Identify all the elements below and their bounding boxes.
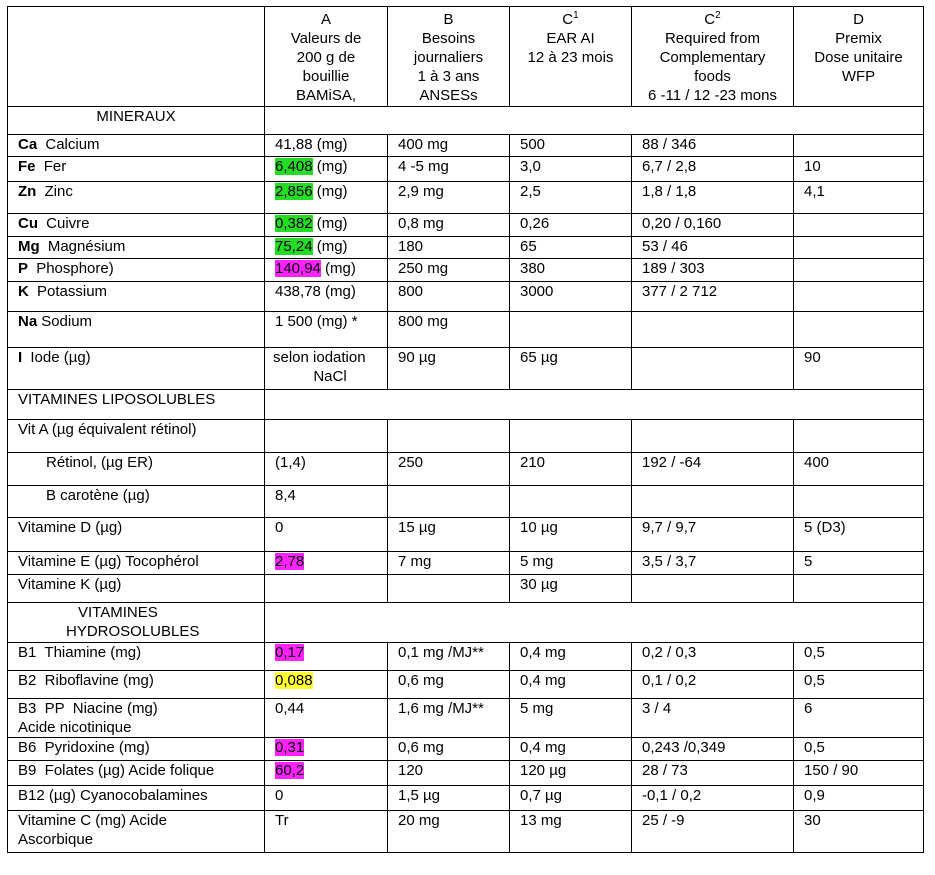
header-letter: $C^2$: [704, 10, 721, 28]
row-label: B carotène (µg): [8, 486, 265, 518]
cell-c1: 3000: [510, 282, 632, 312]
cell-b: 7 mg: [388, 552, 510, 575]
cell-b: 0,6 mg: [388, 671, 510, 699]
table-row-cu: [8, 214, 924, 237]
cell-a: [265, 182, 388, 214]
cell-a: 0: [265, 518, 388, 552]
element-symbol: Cu: [18, 215, 38, 232]
cell-a: [265, 214, 388, 237]
cell-c2: [632, 575, 794, 603]
cell-c1: 65: [510, 237, 632, 259]
row-label-line: B3 PP Niacine (mg): [18, 700, 158, 717]
table-row-vitc: [8, 811, 924, 853]
header-line: bouillie: [302, 68, 350, 85]
cell-a: 8,4: [265, 486, 388, 518]
cell-c2: 9,7 / 9,7: [632, 518, 794, 552]
cell-d: 4,1: [794, 182, 924, 214]
cell-c2: 28 / 73: [632, 761, 794, 786]
cell-d: [794, 420, 924, 453]
cell-d: 0,5: [794, 643, 924, 671]
cell-c1: 0,4 mg: [510, 671, 632, 699]
cell-d: 6: [794, 699, 924, 738]
row-label: B6 Pyridoxine (mg): [8, 738, 265, 761]
cell-line: selon iodation: [273, 349, 366, 366]
table-row-zn: [8, 182, 924, 214]
row-label: B2 Riboflavine (mg): [8, 671, 265, 699]
cell-c1: 3,0: [510, 157, 632, 182]
row-label-line: Vitamine C (mg) Acide: [18, 812, 167, 829]
cell-c2: 0,1 / 0,2: [632, 671, 794, 699]
cell-d: 0,9: [794, 786, 924, 811]
unit: (mg): [312, 215, 348, 232]
highlighted-value: 0,31: [275, 739, 305, 756]
cell-a: [265, 157, 388, 182]
unit: (mg): [320, 260, 356, 277]
cell-c2: -0,1 / 0,2: [632, 786, 794, 811]
cell-b: 20 mg: [388, 811, 510, 853]
table-row-bcarotene: [8, 486, 924, 518]
row-label-line: Acide nicotinique: [18, 719, 132, 736]
cell-b: 120: [388, 761, 510, 786]
cell-a: 41,88 (mg): [265, 135, 388, 157]
highlighted-value: 60,2: [275, 762, 305, 779]
header-line: 200 g de: [296, 49, 356, 66]
header-letter: $C^1$: [562, 10, 579, 28]
highlighted-value: 0,382: [275, 215, 313, 232]
cell-d: 5 (D3): [794, 518, 924, 552]
cell-d: [794, 135, 924, 157]
cell-d: 5: [794, 552, 924, 575]
table-row-i: [8, 348, 924, 390]
row-label: [8, 348, 265, 390]
row-label: B9 Folates (µg) Acide folique: [8, 761, 265, 786]
element-symbol: Mg: [18, 238, 40, 255]
row-label: Vit A (µg équivalent rétinol): [8, 420, 265, 453]
cell-a: [265, 575, 388, 603]
row-label: [8, 259, 265, 282]
header-line: BAMiSA,: [295, 87, 356, 104]
table-row-vite: [8, 552, 924, 575]
header-letter: D: [853, 11, 864, 28]
row-label: [8, 237, 265, 259]
header-line: foods: [694, 68, 731, 85]
cell-a: Tr: [265, 811, 388, 853]
table-row-b9: [8, 761, 924, 786]
header-line: Complementary: [659, 49, 766, 66]
cell-d: 90: [794, 348, 924, 390]
section-title: MINERAUX: [8, 107, 265, 135]
row-label: Vitamine E (µg) Tocophérol: [8, 552, 265, 575]
cell-c1: 65 µg: [510, 348, 632, 390]
cell-c2: 192 / -64: [632, 453, 794, 486]
section-title: VITAMINES LIPOSOLUBLES: [8, 390, 265, 420]
section-title-line: VITAMINES: [78, 604, 158, 621]
element-symbol: P: [18, 260, 29, 277]
highlighted-value: 2,78: [275, 553, 305, 570]
header-line: ANSESs: [419, 87, 478, 104]
cell-c2: [632, 486, 794, 518]
cell-c1: 5 mg: [510, 699, 632, 738]
cell-a: [265, 259, 388, 282]
element-name: Magnésium: [47, 238, 126, 255]
table-row-b3: [8, 699, 924, 738]
cell-line: NaCl: [313, 368, 347, 385]
row-label: [8, 811, 265, 853]
cell-c1: 0,26: [510, 214, 632, 237]
header-line: Required from: [664, 30, 761, 47]
nutrient-table: [7, 6, 924, 853]
cell-b: 0,6 mg: [388, 738, 510, 761]
cell-b: 0,1 mg /MJ**: [388, 643, 510, 671]
cell-c2: 1,8 / 1,8: [632, 182, 794, 214]
cell-c1: 380: [510, 259, 632, 282]
table-row-mg: [8, 237, 924, 259]
section-empty: [265, 107, 924, 135]
element-name: Fer: [43, 158, 67, 175]
element-name: Iode (µg): [30, 349, 91, 366]
cell-a: 0,44: [265, 699, 388, 738]
table-row-b1: [8, 643, 924, 671]
section-empty: [265, 603, 924, 643]
highlighted-value: 0,17: [275, 644, 305, 661]
cell-d: [794, 282, 924, 312]
cell-c1: 120 µg: [510, 761, 632, 786]
cell-a: [265, 348, 388, 390]
cell-c2: 3,5 / 3,7: [632, 552, 794, 575]
cell-a: [265, 552, 388, 575]
cell-d: 0,5: [794, 738, 924, 761]
header-line: journaliers: [413, 49, 484, 66]
cell-c2: 377 / 2 712: [632, 282, 794, 312]
row-label-line: Ascorbique: [18, 831, 94, 848]
header-col-d: [794, 7, 924, 107]
header-line: 12 à 23 mois: [527, 49, 614, 66]
element-name: Sodium: [41, 313, 93, 330]
header-line: 6 -11 / 12 -23 mons: [648, 87, 777, 104]
header-col-a: [265, 7, 388, 107]
header-line: Premix: [835, 30, 882, 47]
cell-b: 1,5 µg: [388, 786, 510, 811]
cell-a: [265, 643, 388, 671]
header-line: Valeurs de: [290, 30, 362, 47]
cell-c2: [632, 420, 794, 453]
cell-c2: [632, 312, 794, 348]
element-name: Potassium: [37, 283, 108, 300]
cell-d: [794, 575, 924, 603]
row-label: Rétinol, (µg ER): [8, 453, 265, 486]
table-row-vita: [8, 420, 924, 453]
cell-c1: 0,4 mg: [510, 738, 632, 761]
section-empty: [265, 390, 924, 420]
cell-a: [265, 761, 388, 786]
header-letter: B: [443, 11, 454, 28]
header-col-b: [388, 7, 510, 107]
header-col-c2: [632, 7, 794, 107]
cell-c1: [510, 486, 632, 518]
table-row-b6: [8, 738, 924, 761]
cell-d: 400: [794, 453, 924, 486]
header-line: WFP: [841, 68, 876, 85]
element-name: Cuivre: [46, 215, 90, 232]
table-row-na: [8, 312, 924, 348]
section-row-liposolubles: [8, 390, 924, 420]
cell-c2: 53 / 46: [632, 237, 794, 259]
header-empty-cell: [8, 7, 265, 107]
unit: (mg): [312, 238, 348, 255]
cell-c2: 6,7 / 2,8: [632, 157, 794, 182]
table-row-vitd: [8, 518, 924, 552]
cell-b: 180: [388, 237, 510, 259]
highlighted-value: 75,24: [275, 238, 313, 255]
element-symbol: Fe: [18, 158, 36, 175]
cell-d: [794, 214, 924, 237]
cell-c1: 5 mg: [510, 552, 632, 575]
cell-c2: 88 / 346: [632, 135, 794, 157]
cell-b: 90 µg: [388, 348, 510, 390]
cell-c1: 30 µg: [510, 575, 632, 603]
unit: (mg): [312, 183, 348, 200]
cell-a: [265, 237, 388, 259]
table-row-fe: [8, 157, 924, 182]
element-name: Phosphore): [36, 260, 114, 277]
table-row-retinol: [8, 453, 924, 486]
cell-a: [265, 420, 388, 453]
unit: (mg): [312, 158, 348, 175]
table-row-p: [8, 259, 924, 282]
table-row-b2: [8, 671, 924, 699]
cell-c1: 500: [510, 135, 632, 157]
cell-b: 15 µg: [388, 518, 510, 552]
cell-b: [388, 575, 510, 603]
table-row-ca: [8, 135, 924, 157]
element-symbol: K: [18, 283, 29, 300]
cell-c1: 10 µg: [510, 518, 632, 552]
element-symbol: Ca: [18, 136, 38, 153]
cell-d: [794, 237, 924, 259]
cell-a: 1 500 (mg) *: [265, 312, 388, 348]
row-label: B1 Thiamine (mg): [8, 643, 265, 671]
section-title: [8, 603, 265, 643]
cell-c1: [510, 420, 632, 453]
header-letter: A: [320, 11, 331, 28]
cell-c2: [632, 348, 794, 390]
section-title-line: HYDROSOLUBLES: [66, 623, 200, 640]
cell-c1: 0,4 mg: [510, 643, 632, 671]
row-label: [8, 699, 265, 738]
cell-a: [265, 671, 388, 699]
element-symbol: Zn: [18, 183, 37, 200]
cell-b: 0,8 mg: [388, 214, 510, 237]
highlighted-value: 2,856: [275, 183, 313, 200]
cell-d: 150 / 90: [794, 761, 924, 786]
cell-b: [388, 486, 510, 518]
section-row-hydrosolubles: [8, 603, 924, 643]
cell-b: 250 mg: [388, 259, 510, 282]
cell-c1: 2,5: [510, 182, 632, 214]
cell-b: 4 -5 mg: [388, 157, 510, 182]
row-label: [8, 157, 265, 182]
row-label: [8, 214, 265, 237]
cell-c2: 0,20 / 0,160: [632, 214, 794, 237]
element-name: Calcium: [45, 136, 100, 153]
cell-a: [265, 738, 388, 761]
cell-b: [388, 420, 510, 453]
element-symbol: I: [18, 349, 23, 366]
header-line: 1 à 3 ans: [417, 68, 480, 85]
header-row: [8, 7, 924, 107]
highlighted-value: 6,408: [275, 158, 313, 175]
cell-a: 0: [265, 786, 388, 811]
header-col-c1: [510, 7, 632, 107]
element-symbol: Na: [18, 313, 38, 330]
highlighted-value: 140,94: [275, 260, 321, 277]
cell-d: 30: [794, 811, 924, 853]
cell-c1: 13 mg: [510, 811, 632, 853]
cell-c2: 0,243 /0,349: [632, 738, 794, 761]
header-line: Dose unitaire: [814, 49, 903, 66]
header-line: EAR AI: [546, 30, 595, 47]
cell-c2: 25 / -9: [632, 811, 794, 853]
row-label: [8, 282, 265, 312]
row-label: Vitamine D (µg): [8, 518, 265, 552]
row-label: B12 (µg) Cyanocobalamines: [8, 786, 265, 811]
cell-b: 400 mg: [388, 135, 510, 157]
cell-d: 0,5: [794, 671, 924, 699]
row-label: [8, 182, 265, 214]
cell-d: [794, 259, 924, 282]
cell-b: 2,9 mg: [388, 182, 510, 214]
cell-c1: 0,7 µg: [510, 786, 632, 811]
cell-b: 1,6 mg /MJ**: [388, 699, 510, 738]
cell-c2: 189 / 303: [632, 259, 794, 282]
table-row-k: [8, 282, 924, 312]
row-label: [8, 135, 265, 157]
element-name: Zinc: [44, 183, 73, 200]
cell-c2: 3 / 4: [632, 699, 794, 738]
cell-b: 250: [388, 453, 510, 486]
row-label: Vitamine K (µg): [8, 575, 265, 603]
table-row-vitk: [8, 575, 924, 603]
section-row-mineraux: [8, 107, 924, 135]
cell-c1: 210: [510, 453, 632, 486]
cell-d: [794, 312, 924, 348]
row-label: [8, 312, 265, 348]
cell-a: 438,78 (mg): [265, 282, 388, 312]
highlighted-value: 0,088: [275, 672, 313, 689]
header-line: Besoins: [421, 30, 476, 47]
cell-b: 800: [388, 282, 510, 312]
cell-d: [794, 486, 924, 518]
cell-d: 10: [794, 157, 924, 182]
cell-c1: [510, 312, 632, 348]
cell-b: 800 mg: [388, 312, 510, 348]
table-row-b12: [8, 786, 924, 811]
cell-a: (1,4): [265, 453, 388, 486]
cell-c2: 0,2 / 0,3: [632, 643, 794, 671]
